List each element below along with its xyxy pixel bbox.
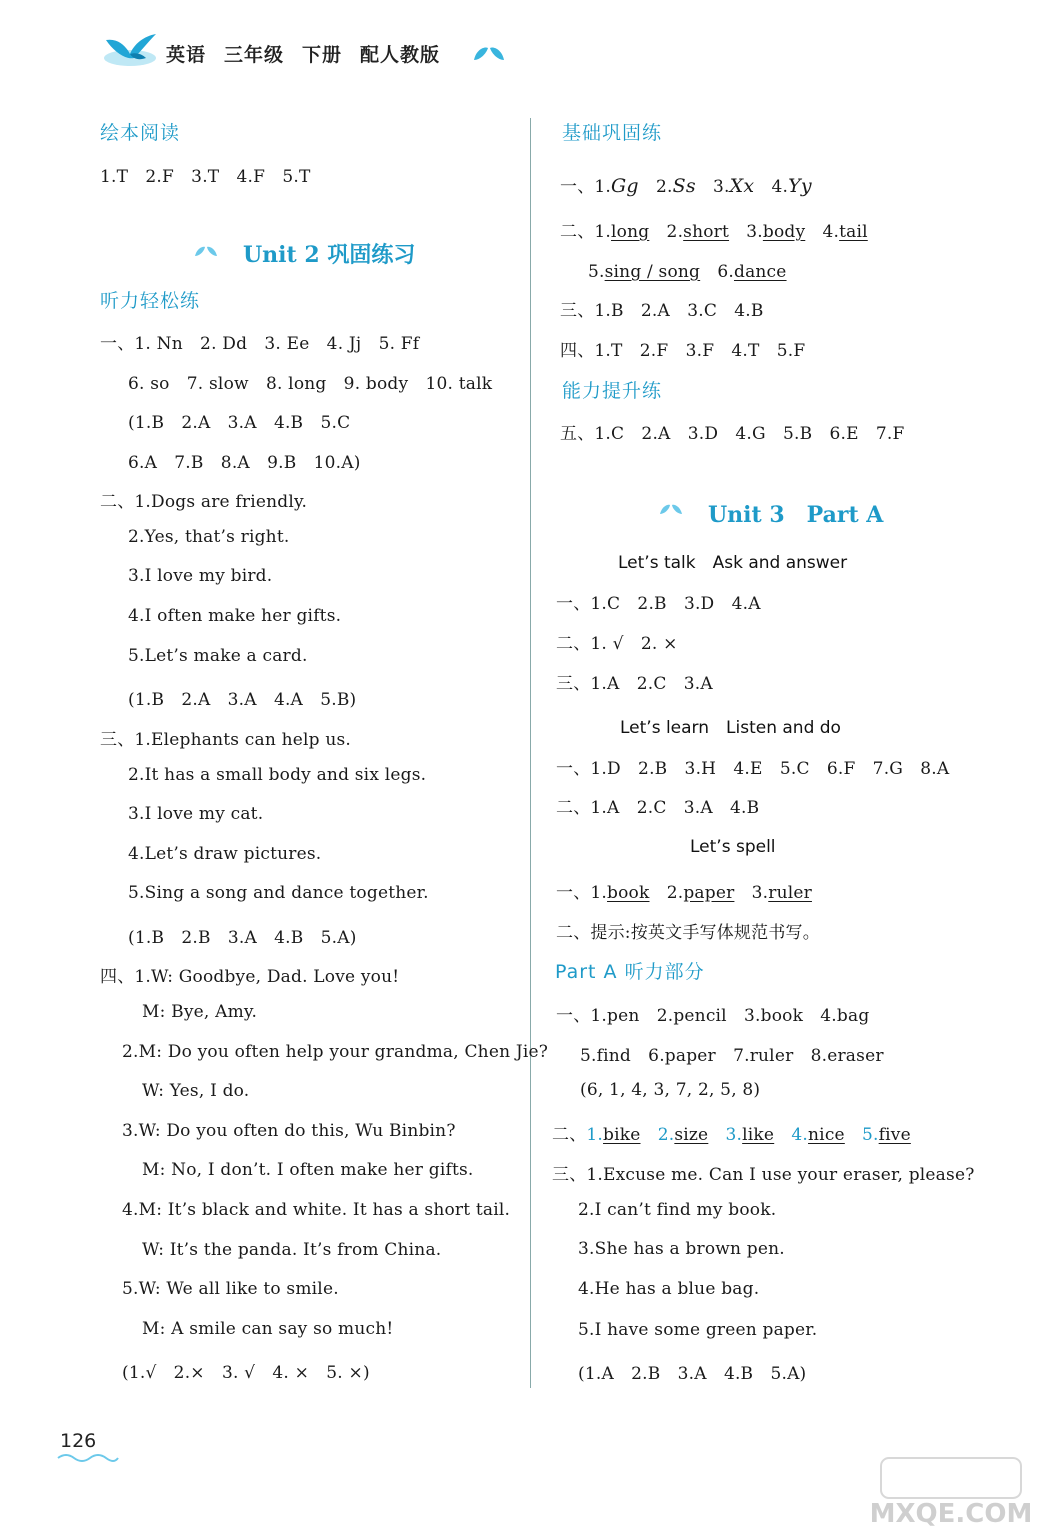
basic-q1: 一、1.Gg 2.Ss 3.Xx 4.Yy	[560, 175, 812, 197]
advance-q5: 五、1.C 2.A 3.D 4.G 5.B 6.E 7.F	[560, 424, 905, 444]
column-divider	[530, 118, 531, 1388]
picture-reading-answers: 1.T 2.F 3.T 4.F 5.T	[100, 167, 311, 187]
answer-line: 三、1.Elephants can help us.	[100, 730, 352, 750]
page-header	[100, 30, 560, 80]
header-subject: 英语	[166, 44, 207, 66]
basic-q4: 四、1.T 2.F 3.F 4.T 5.F	[560, 341, 806, 361]
section-title-listening: 听力轻松练	[100, 290, 201, 312]
section-title-picture-reading: 绘本阅读	[100, 122, 181, 144]
answer-line: 6.A 7.B 8.A 9.B 10.A)	[128, 453, 361, 473]
section-title-parta-listening: Part A 听力部分	[555, 961, 705, 983]
answer-line: 5.W: We all like to smile.	[122, 1279, 339, 1299]
bird-logo-icon	[100, 30, 160, 72]
answer-line: (1.B 2.B 3.A 4.B 5.A)	[128, 928, 357, 948]
answer-line: (1.√ 2.× 3. √ 4. × 5. ×)	[122, 1363, 370, 1383]
answer-line: 5.I have some green paper.	[578, 1320, 818, 1340]
answer-line: 2.M: Do you often help your grandma, Chen Jie?	[122, 1042, 549, 1062]
answer-line: 二、1. √ 2. ×	[556, 634, 678, 654]
answer-line: 三、1.A 2.C 3.A	[556, 674, 713, 694]
basic-q2-line2: 5.sing / song 6.dance	[588, 262, 787, 282]
answer-line: 3.She has a brown pen.	[578, 1239, 785, 1259]
leaf-bullet-icon	[193, 244, 219, 260]
answer-line: 二、1.A 2.C 3.A 4.B	[556, 798, 760, 818]
answer-line: 2.I can’t find my book.	[578, 1200, 777, 1220]
leaf-icon	[472, 44, 506, 64]
subtitle-lets-learn: Let’s learn Listen and do	[620, 718, 841, 738]
answer-line: 4.I often make her gifts.	[128, 606, 342, 626]
unit3-title: Unit 3 Part A	[708, 502, 884, 528]
answer-line: 3.W: Do you often do this, Wu Binbin?	[122, 1121, 456, 1141]
subtitle-lets-talk: Let’s talk Ask and answer	[618, 553, 848, 573]
header-grade: 三年级	[224, 44, 285, 66]
section-title-advance: 能力提升练	[562, 380, 663, 402]
answer-line: 一、1.pen 2.pencil 3.book 4.bag	[556, 1006, 870, 1026]
answer-line: 2.Yes, that’s right.	[128, 527, 290, 547]
answer-line: 5.Sing a song and dance together.	[128, 883, 429, 903]
leaf-bullet-icon	[658, 502, 684, 518]
answer-line: W: Yes, I do.	[142, 1081, 250, 1101]
watermark-logo	[861, 1456, 1041, 1534]
header-title	[166, 40, 458, 67]
answer-line: 三、1.Excuse me. Can I use your eraser, please?	[552, 1165, 975, 1185]
parta-q2: 二、1.bike 2.size 3.like 4.nice 5.five	[552, 1125, 911, 1145]
answer-line: 4.Let’s draw pictures.	[128, 844, 322, 864]
header-edition: 配人教版	[360, 44, 441, 66]
watermark-icon	[861, 1456, 1041, 1530]
answer-line: 2.It has a small body and six legs.	[128, 765, 427, 785]
answer-line: 一、1. Nn 2. Dd 3. Ee 4. Jj 5. Ff	[100, 334, 420, 354]
answer-line: (1.B 2.A 3.A 4.A 5.B)	[128, 690, 357, 710]
spell-q2: 二、提示:按英文手写体规范书写。	[556, 923, 820, 943]
answer-line: 一、1.D 2.B 3.H 4.E 5.C 6.F 7.G 8.A	[556, 759, 950, 779]
subtitle-lets-spell: Let’s spell	[690, 837, 776, 857]
answer-line: W: It’s the panda. It’s from China.	[142, 1240, 442, 1260]
answer-line: 3.I love my cat.	[128, 804, 264, 824]
answer-line: 二、1.Dogs are friendly.	[100, 492, 308, 512]
answer-line: 3.I love my bird.	[128, 566, 273, 586]
answer-line: (1.A 2.B 3.A 4.B 5.A)	[578, 1364, 807, 1384]
answer-line: M: No, I don’t. I often make her gifts.	[142, 1160, 474, 1180]
header-volume: 下册	[302, 44, 343, 66]
unit2-title: Unit 2 巩固练习	[243, 242, 416, 268]
wave-decoration-icon	[56, 1452, 120, 1464]
answer-line: 四、1.W: Goodbye, Dad. Love you!	[100, 967, 400, 987]
answer-line: 5.find 6.paper 7.ruler 8.eraser	[580, 1046, 884, 1066]
answer-line: M: A smile can say so much!	[142, 1319, 394, 1339]
answer-line: (6, 1, 4, 3, 7, 2, 5, 8)	[580, 1080, 761, 1100]
answer-line: 一、1.C 2.B 3.D 4.A	[556, 594, 761, 614]
answer-line: 6. so 7. slow 8. long 9. body 10. talk	[128, 374, 493, 394]
answer-line: 4.M: It’s black and white. It has a short tail.	[122, 1200, 511, 1220]
page-number: 126	[60, 1430, 97, 1452]
watermark-text: MXQE.COM	[869, 1499, 1033, 1529]
basic-q2-line1: 二、1.long 2.short 3.body 4.tail	[560, 222, 868, 242]
answer-line: 5.Let’s make a card.	[128, 646, 308, 666]
spell-q1: 一、1.book 2.paper 3.ruler	[556, 883, 812, 903]
answer-line: M: Bye, Amy.	[142, 1002, 258, 1022]
answer-line: 4.He has a blue bag.	[578, 1279, 760, 1299]
basic-q3: 三、1.B 2.A 3.C 4.B	[560, 301, 764, 321]
answer-line: (1.B 2.A 3.A 4.B 5.C	[128, 413, 351, 433]
section-title-basic: 基础巩固练	[562, 122, 663, 144]
